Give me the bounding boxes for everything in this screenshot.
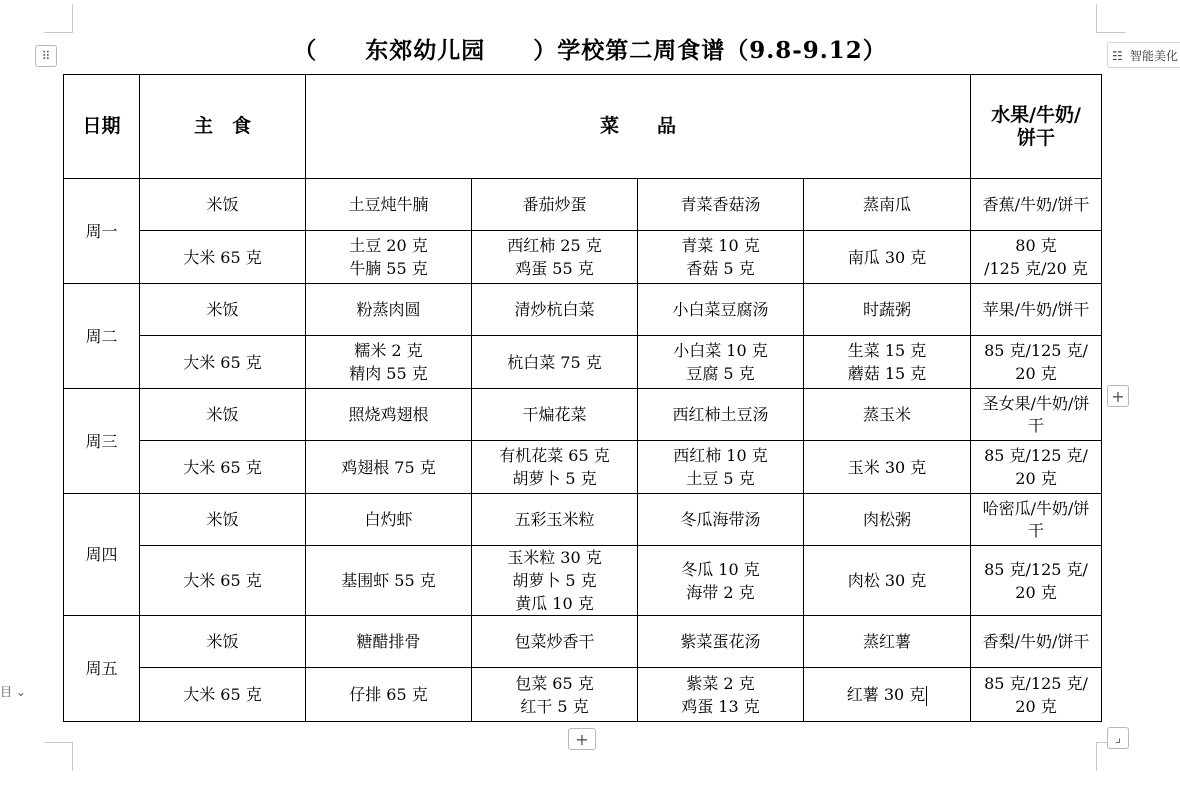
amount-line: 冬瓜 10 克	[681, 559, 760, 579]
dish3-name-cell[interactable]: 西红柿土豆汤	[638, 389, 804, 441]
header-date: 日期	[64, 75, 140, 179]
dish3-name-cell[interactable]: 紫菜蛋花汤	[638, 616, 804, 668]
menu-amount-row	[64, 546, 1102, 616]
dish2-name-cell[interactable]: 番茄炒蛋	[472, 179, 638, 231]
menu-name-row	[64, 494, 1102, 546]
menu-name-row	[64, 389, 1102, 441]
dish2-name-cell[interactable]: 包菜炒香干	[472, 616, 638, 668]
amount-line: 鸡蛋 13 克	[681, 696, 760, 716]
amount-line: 肉松 30 克	[847, 571, 927, 590]
dish3-name-cell[interactable]: 青菜香菇汤	[638, 179, 804, 231]
amount-line: 海带 2 克	[686, 582, 755, 602]
left-panel-toggle[interactable]: 目 ⌄	[0, 685, 26, 699]
page-title: （ 东郊幼儿园 ）学校第二周食谱（9.8-9.12）	[293, 37, 887, 64]
staple-amount-cell[interactable]: 大米 65 克	[140, 546, 306, 616]
amount-line: 85 克/125 克/	[984, 559, 1088, 579]
page-corner-mark	[1096, 4, 1125, 33]
dish1-name-cell[interactable]: 土豆炖牛腩	[306, 179, 472, 231]
dish1-amount-cell[interactable]	[306, 231, 472, 284]
amount-line: 豆腐 5 克	[686, 364, 755, 383]
text-cursor	[926, 686, 927, 706]
amount-line: 紫菜 2 克	[686, 673, 755, 693]
dish3-amount-cell[interactable]	[638, 668, 804, 722]
dish2-amount-cell[interactable]	[472, 336, 638, 389]
amount-line: 红干 5 克	[520, 696, 589, 716]
amount-line: 蘑菇 15 克	[847, 364, 927, 383]
menu-name-row	[64, 179, 1102, 231]
dish1-amount-cell[interactable]	[306, 668, 472, 722]
amount-line: 20 克	[1015, 364, 1057, 383]
staple-amount-cell[interactable]: 大米 65 克	[140, 441, 306, 494]
day-cell[interactable]: 周四	[64, 494, 140, 616]
amount-line: 生菜 15 克	[847, 341, 927, 360]
weekly-menu-table	[63, 74, 1102, 722]
menu-amount-row	[64, 231, 1102, 284]
dish2-amount-cell[interactable]	[472, 546, 638, 616]
table-resize-icon[interactable]: ⌟	[1107, 727, 1129, 749]
menu-name-row	[64, 616, 1102, 668]
header-fruit: 水果/牛奶/ 饼干	[971, 75, 1102, 179]
staple-name-cell[interactable]: 米饭	[140, 179, 306, 231]
dish4-amount-cell[interactable]	[804, 336, 971, 389]
dish4-amount-cell[interactable]	[804, 668, 971, 722]
header-row	[64, 75, 1102, 179]
dish1-name-cell[interactable]: 白灼虾	[306, 494, 472, 546]
fruit-name-cell[interactable]: 香蕉/牛奶/饼干	[971, 179, 1102, 231]
dish1-name-cell[interactable]: 照烧鸡翅根	[306, 389, 472, 441]
fruit-amount-cell[interactable]	[971, 336, 1102, 389]
amount-line: 小白菜 10 克	[673, 341, 768, 360]
amount-line: 南瓜 30 克	[847, 247, 927, 267]
amount-line: 20 克	[1015, 696, 1057, 716]
dish4-amount-cell[interactable]	[804, 546, 971, 616]
dish1-amount-cell[interactable]	[306, 336, 472, 389]
fruit-amount-cell[interactable]	[971, 546, 1102, 616]
header-dishes: 菜 品	[306, 75, 971, 179]
add-column-button[interactable]: +	[568, 728, 596, 750]
amount-line: 西红柿 10 克	[673, 446, 768, 465]
amount-line: 20 克	[1015, 582, 1057, 602]
staple-name-cell[interactable]: 米饭	[140, 389, 306, 441]
amount-line: 85 克/125 克/	[984, 446, 1088, 465]
fruit-amount-cell[interactable]	[971, 441, 1102, 494]
day-cell[interactable]: 周五	[64, 616, 140, 722]
amount-line: 西红柿 25 克	[507, 236, 602, 255]
amount-line: 鸡蛋 55 克	[515, 259, 594, 278]
day-cell[interactable]: 周三	[64, 389, 140, 494]
amount-line: 土豆 5 克	[686, 469, 755, 488]
dish4-amount-cell[interactable]	[804, 441, 971, 494]
menu-amount-row	[64, 668, 1102, 722]
header-staple: 主 食	[140, 75, 306, 179]
amount-line: 土豆 20 克	[349, 236, 428, 255]
fruit-name-cell[interactable]: 哈密瓜/牛奶/饼干	[971, 494, 1102, 546]
amount-line: 80 克	[1015, 236, 1057, 255]
fruit-name-cell[interactable]: 香梨/牛奶/饼干	[971, 616, 1102, 668]
amount-line: 玉米 30 克	[847, 457, 927, 477]
dish3-name-cell[interactable]: 小白菜豆腐汤	[638, 284, 804, 336]
smart-beautify-label: 智能美化	[1130, 49, 1179, 63]
amount-line: /125 克/20 克	[984, 259, 1088, 278]
amount-line: 杭白菜 75 克	[507, 352, 602, 372]
dish4-amount-cell[interactable]	[804, 231, 971, 284]
fruit-amount-cell[interactable]	[971, 668, 1102, 722]
amount-line: 黄瓜 10 克	[515, 594, 594, 613]
staple-amount-cell[interactable]: 大米 65 克	[140, 336, 306, 389]
dish2-name-cell[interactable]: 干煸花菜	[472, 389, 638, 441]
dish4-name-cell[interactable]: 时蔬粥	[804, 284, 971, 336]
table-drag-handle-icon[interactable]: ⠿	[35, 45, 57, 67]
staple-name-cell[interactable]: 米饭	[140, 284, 306, 336]
dish3-amount-cell[interactable]	[638, 441, 804, 494]
dish4-name-cell[interactable]: 肉松粥	[804, 494, 971, 546]
staple-name-cell[interactable]: 米饭	[140, 494, 306, 546]
amount-line: 牛腩 55 克	[349, 259, 428, 278]
dish2-name-cell[interactable]: 清炒杭白菜	[472, 284, 638, 336]
amount-line: 胡萝卜 5 克	[512, 571, 597, 590]
amount-line: 红薯 30 克	[846, 685, 926, 704]
staple-amount-cell[interactable]: 大米 65 克	[140, 231, 306, 284]
day-cell[interactable]: 周二	[64, 284, 140, 389]
day-cell[interactable]: 周一	[64, 179, 140, 284]
dish3-amount-cell[interactable]	[638, 546, 804, 616]
dish4-name-cell[interactable]: 蒸南瓜	[804, 179, 971, 231]
dish2-amount-cell[interactable]	[472, 231, 638, 284]
dish4-name-cell[interactable]: 蒸红薯	[804, 616, 971, 668]
dish3-amount-cell[interactable]	[638, 231, 804, 284]
smart-beautify-icon: ☷	[1112, 49, 1123, 63]
dish1-amount-cell[interactable]	[306, 441, 472, 494]
amount-line: 基围虾 55 克	[341, 571, 436, 590]
amount-line: 20 克	[1015, 469, 1057, 488]
amount-line: 鸡翅根 75 克	[341, 457, 436, 477]
dish4-name-cell[interactable]: 蒸玉米	[804, 389, 971, 441]
amount-line: 精肉 55 克	[349, 364, 428, 383]
amount-line: 85 克/125 克/	[984, 673, 1088, 693]
amount-line: 青菜 10 克	[681, 236, 760, 255]
smart-beautify-button[interactable]	[1107, 42, 1180, 68]
dish3-name-cell[interactable]: 冬瓜海带汤	[638, 494, 804, 546]
fruit-name-cell[interactable]: 圣女果/牛奶/饼干	[971, 389, 1102, 441]
dish1-name-cell[interactable]: 粉蒸肉圆	[306, 284, 472, 336]
menu-amount-row	[64, 441, 1102, 494]
amount-line: 包菜 65 克	[515, 673, 594, 693]
dish1-name-cell[interactable]: 糖醋排骨	[306, 616, 472, 668]
dish2-amount-cell[interactable]	[472, 441, 638, 494]
amount-line: 胡萝卜 5 克	[512, 469, 597, 488]
amount-line: 仔排 65 克	[349, 685, 428, 704]
amount-line: 香菇 5 克	[686, 259, 755, 278]
fruit-name-cell[interactable]: 苹果/牛奶/饼干	[971, 284, 1102, 336]
menu-amount-row	[64, 336, 1102, 389]
staple-amount-cell[interactable]: 大米 65 克	[140, 668, 306, 722]
amount-line: 有机花菜 65 克	[499, 446, 610, 465]
menu-name-row	[64, 284, 1102, 336]
dish3-amount-cell[interactable]	[638, 336, 804, 389]
amount-line: 糯米 2 克	[354, 341, 423, 360]
amount-line: 85 克/125 克/	[984, 341, 1088, 360]
page-corner-mark	[44, 4, 73, 33]
fruit-amount-cell[interactable]	[971, 231, 1102, 284]
amount-line: 玉米粒 30 克	[507, 548, 602, 567]
page-corner-mark	[44, 742, 73, 771]
dish2-amount-cell[interactable]	[472, 668, 638, 722]
add-row-button[interactable]: +	[1107, 385, 1129, 407]
staple-name-cell[interactable]: 米饭	[140, 616, 306, 668]
dish2-name-cell[interactable]: 五彩玉米粒	[472, 494, 638, 546]
dish1-amount-cell[interactable]	[306, 546, 472, 616]
